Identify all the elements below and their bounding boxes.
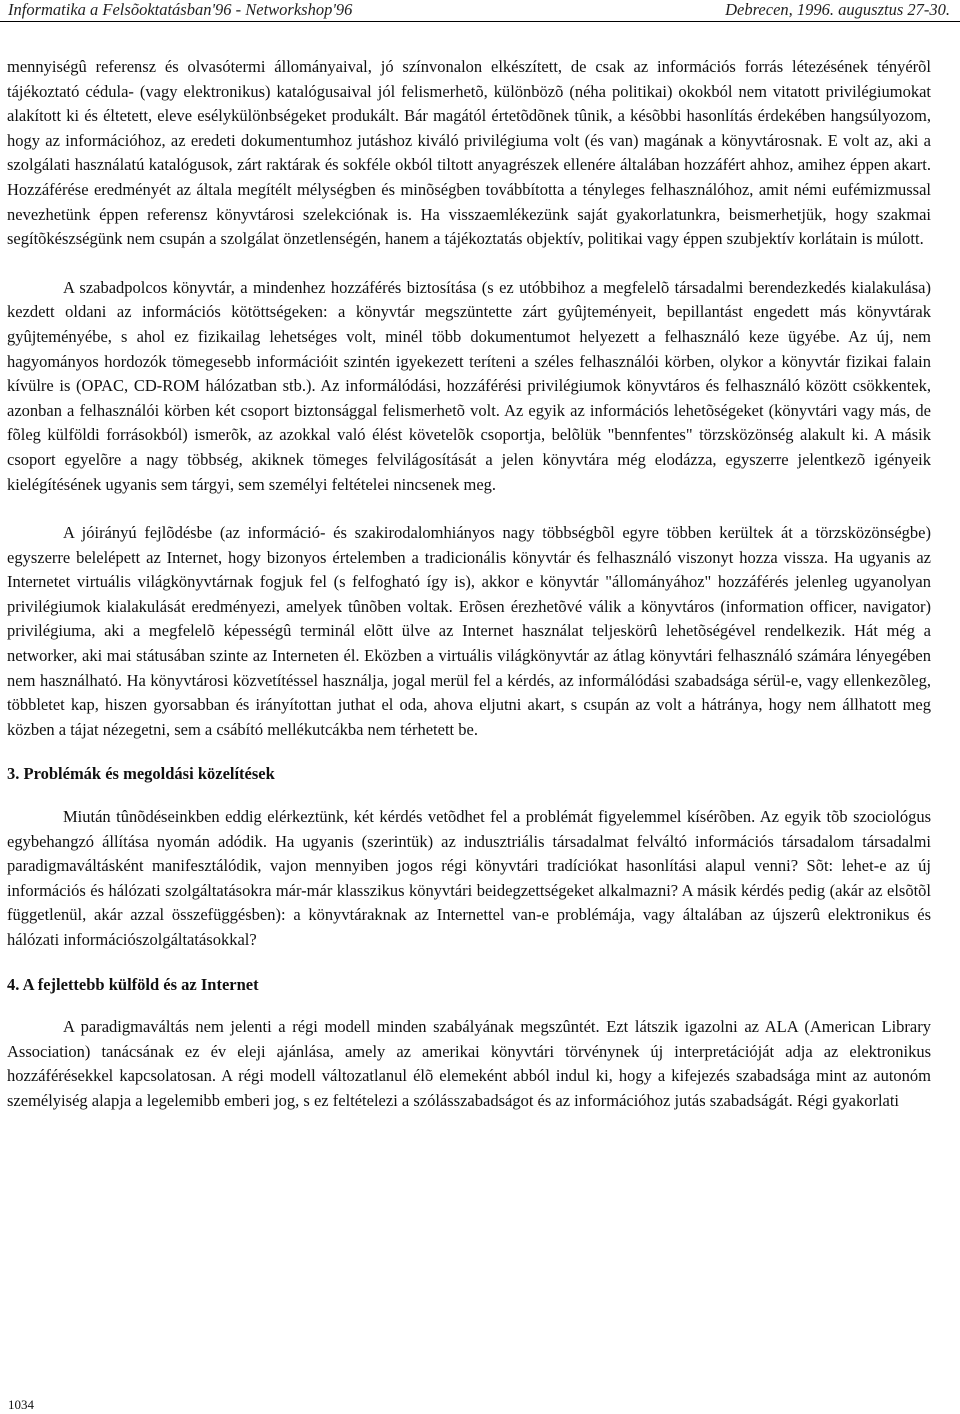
paragraph-problems-approaches: Miután tûnõdéseinkben eddig elérkeztünk, két kérdés vetõdhet fel a problémát figyelemmel kísérõben. Az egyik tõb szociológus egybehangzó állítása nyomán adódik. Ha ugyanis (szerintük) az indusztriális társadalmat felváltó információs társadalom társadalmi paradigmaváltásként manifesztálódik, vajon mennyiben jogos régi könyvtári tradíciókat hasonlítási alapul venni? Sõt: lehet-e az új információs és hálózati szolgáltatásokra már-már klasszikus könyvtári beidegzettségeket alkalmazni? A másik kérdés pedig (akár az elsõtõl függetlenül, akár azzal összefüggésben): a könyvtáraknak az Internettel van-e problémája, vagy általában az újszerû elektronikus és hálózati információszolgáltatásokkal? — [7, 807, 931, 949]
header-conference-title: Informatika a Felsõoktatásban'96 - Networkshop'96 — [8, 0, 353, 19]
page-header — [0, 0, 960, 22]
main-content — [7, 55, 931, 1114]
paragraph-open-shelf-library: A szabadpolcos könyvtár, a mindenhez hozzáférés biztosítása (s ez utóbbihoz a megfelelõ társadalmi berendezkedés kialakulása) kezdett oldani az információs kötöttségeken: a könyvtár megszüntette zárt gyûjteményeit, bepillantást engedett más könyvtárak gyûjteményébe, s ahol ez fizikailag lehetséges volt, minél több dokumentumot helyezett a felhasználó keze ügyébe. Az új, nem hagyományos hordozók tömegesebb információit szintén igyekezett teríteni a széles felhasználói körben, olykor a könyvtár fizikai falain kívülre is (OPAC, CD-ROM hálózatban stb.). Az informálódási, hozzáférési privilégiumok könyvtáros és felhasználó között csökkentek, azonban a felhasználói körben két csoport biztonsággal felismerhetõ volt. Az egyik az információs lehetõségeket (könyvtári vagy más, de fõleg külföldi forrásokból) ismerõk, az azokkal való élést követelõk csoportja, belõlük "bennfentes" törzsközönség alakult ki. A másik csoport egyelõre a nagy többség, akiknek tömeges felvilágosítását a jelen könyvtára még elodázza, egyszerre jelentkezõ igényeik kielégítésének ugyanis sem tárgyi, sem személyi feltételei nincsenek meg. — [7, 277, 931, 494]
page-number: 1034 — [8, 1397, 34, 1412]
header-rule — [0, 21, 960, 22]
paragraph-internet-development: A jóirányú fejlõdésbe (az információ- és szakirodalomhiányos nagy többségbõl egyre többen kerültek át a törzsközönségbe) egyszerre belelépett az Internet, hogy bizonyos értelemben a tradicionális könyvtár és felhasználó viszonyt hozza vissza. Ha ugyanis az Internetet virtuális világkönyvtárnak fogjuk fel (s felfogható így is), akkor e könyvtár "állományához" hozzáférés jelenleg ugyanolyan privilégiumok kialakulását eredményezi, amelyek tûnõben voltak. Erõsen érezhetõvé válik a könyvtáros (information officer, navigator) privilégiuma, aki a megfelelõ képességû terminál elõtt ülve az Internet használat teljeskörû lehetõségével rendelkezik. Hát még a networker, aki mai státusában szinte az Interneten él. Eközben a virtuális világkönyvtár az átlag könyvtári felhasználó számára lényegében nem használható. Ha könyvtárosi közvetítéssel használja, jogal merül fel a kérdés, az informálódási szabadsága sérül-e, vagy ellenkezõleg, többletet kap, hiszen gyorsabban és irányítottan juthat el oda, ahova eljutni akart, s csupán az volt a hátránya, hogy nem állhatott meg közben a tájat nézegetni, sem a csábító mellékutcákba nem térhetett be. — [7, 523, 931, 739]
paragraph-developed-abroad-internet: A paradigmaváltás nem jelenti a régi modell minden szabályának megszûntét. Ezt látszik igazolni az ALA (American Library Association) tanácsának ez év eleji ajánlása, amely az amerikai könyvtári törvénynek új interpretációját adja az elektronikus hozzáférésekkel kapcsolatosan. A régi modell változatlanul élõ elemeként abból indul ki, hogy a kifejezés szabadsága mint az autonóm személyiség alapja a legelemibb emberi jog, s ez feltételezi a szólásszabadságot és az információhoz jutás szabadságát. Régi gyakorlati — [7, 1017, 931, 1110]
header-location-date: Debrecen, 1996. augusztus 27-30. — [725, 0, 950, 19]
section-heading-3: 3. Problémák és megoldási közelítések — [7, 764, 275, 784]
section-heading-4: 4. A fejlettebb külföld és az Internet — [7, 974, 259, 994]
paragraph-continuation: mennyiségû referensz és olvasótermi állományaival, jó színvonalon elkészített, de csak az információs forrás létezésének tényérõl tájékoztató cédula- (vagy elektronikus) katalógusaival jól felismerhetõ, különbözõ (néha politikai) okokból nem vitatott privilégiumokat alakított ki és éltetett, eleve esélykülönbségeket produkált. Bár magától értetõdõnek tûnik, a késõbbi hasonlítás érdekében hangsúlyozom, hogy az információhoz, az eredeti dokumentumhoz jutáshoz kiváló privilégiuma volt (és van) magának a könyvtárosnak. E volt az, aki a szolgálati használatú katalógusok, zárt raktárak és sokféle okból tiltott anyagrészek ellenére általában hozzáfért ahhoz, amihez éppen akart. Hozzáférése eredményét az általa megítélt mélységben és minõségben továbbította a tényleges felhasználóhoz, amit némi eufémizmussal nevezhetünk éppen referensz könyvtárosi szelekciónak is. Ha visszaemlékezünk saját gyakorlatunkra, beismerhetjük, hogy szakmai segítõkészségünk nem csupán a szolgálat önzetlenségén, hanem a tájékoztatás objektív, politikai vagy éppen szubjektív korlátain is múlott. — [7, 57, 931, 249]
